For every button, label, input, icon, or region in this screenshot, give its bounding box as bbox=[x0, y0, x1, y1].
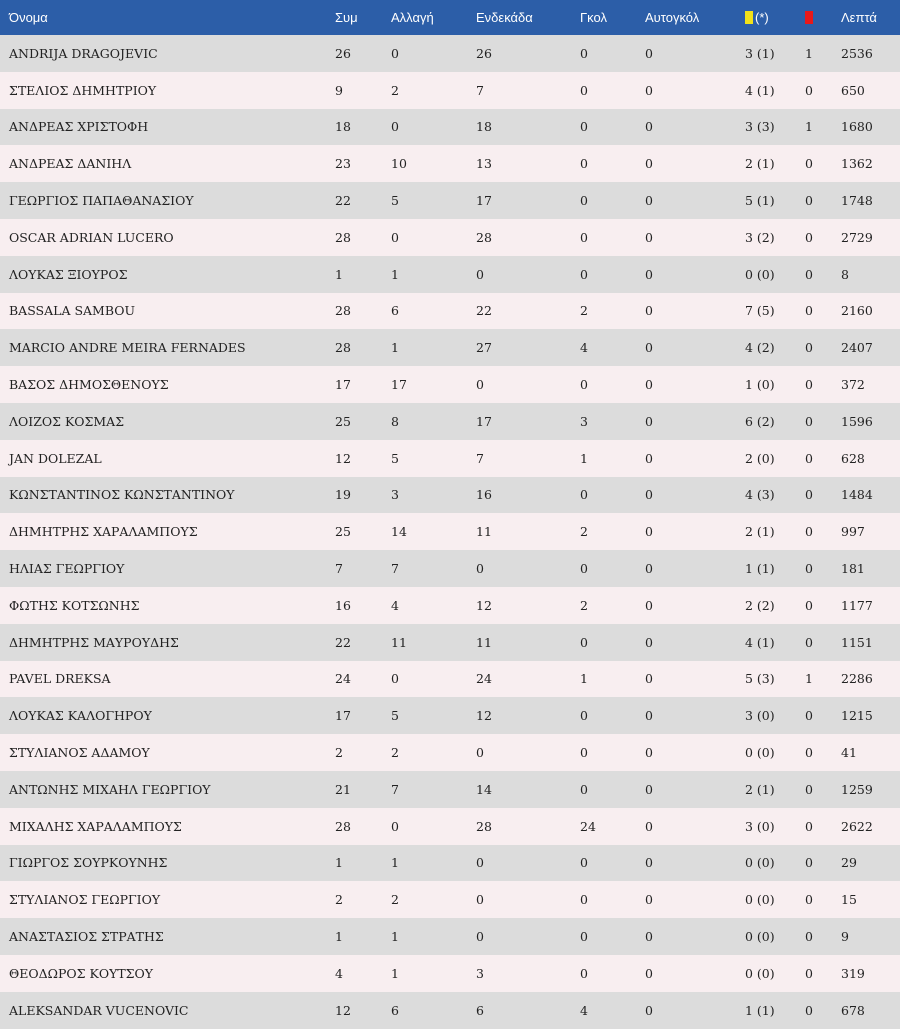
substitute-cell: 1 bbox=[391, 340, 399, 356]
player-name[interactable]: ΗΛΙΑΣ ΓΕΩΡΓΙΟΥ bbox=[9, 561, 125, 577]
red-cards-cell: 0 bbox=[805, 82, 813, 98]
own-goals-cell: 0 bbox=[645, 597, 653, 613]
red-cards-cell: 0 bbox=[805, 597, 813, 613]
header-red-cards[interactable] bbox=[805, 0, 841, 35]
substitute-cell: 7 bbox=[391, 561, 399, 577]
header-yellow-cards[interactable] bbox=[745, 0, 805, 35]
substitute-cell: 5 bbox=[391, 193, 399, 209]
minutes-cell: 2729 bbox=[841, 229, 873, 245]
appearances-cell: 22 bbox=[335, 634, 351, 650]
yellow-cards-cell: 5 (1) bbox=[745, 193, 775, 209]
header-starting[interactable] bbox=[476, 0, 580, 35]
starting-cell: 11 bbox=[476, 524, 492, 540]
goals-cell: 0 bbox=[580, 193, 588, 209]
yellow-cards-cell: 6 (2) bbox=[745, 413, 775, 429]
appearances-cell: 28 bbox=[335, 303, 351, 319]
goals-cell: 0 bbox=[580, 229, 588, 245]
red-cards-cell: 0 bbox=[805, 561, 813, 577]
starting-cell: 7 bbox=[476, 450, 484, 466]
appearances-cell: 4 bbox=[335, 965, 343, 981]
table-row[interactable] bbox=[0, 624, 900, 661]
appearances-cell: 2 bbox=[335, 892, 343, 908]
substitute-cell: 10 bbox=[391, 156, 407, 172]
appearances-cell: 28 bbox=[335, 340, 351, 356]
own-goals-cell: 0 bbox=[645, 156, 653, 172]
player-name[interactable]: PAVEL DREKSA bbox=[9, 671, 111, 687]
table-row[interactable] bbox=[0, 881, 900, 918]
red-cards-cell: 1 bbox=[805, 119, 813, 135]
player-name[interactable]: ΦΩΤΗΣ ΚΟΤΣΩΝΗΣ bbox=[9, 597, 140, 613]
table-row[interactable] bbox=[0, 550, 900, 587]
own-goals-cell: 0 bbox=[645, 855, 653, 871]
appearances-cell: 1 bbox=[335, 929, 343, 945]
header-row bbox=[0, 0, 900, 35]
starting-cell: 16 bbox=[476, 487, 492, 503]
substitute-cell: 0 bbox=[391, 229, 399, 245]
goals-cell: 3 bbox=[580, 413, 588, 429]
red-cards-cell: 0 bbox=[805, 340, 813, 356]
minutes-cell: 15 bbox=[841, 892, 857, 908]
own-goals-cell: 0 bbox=[645, 266, 653, 282]
goals-cell: 2 bbox=[580, 303, 588, 319]
header-yellow-suffix: (*) bbox=[755, 10, 769, 25]
red-cards-cell: 0 bbox=[805, 708, 813, 724]
header-goals[interactable] bbox=[580, 0, 645, 35]
goals-cell: 2 bbox=[580, 524, 588, 540]
player-name[interactable]: ΛΟΙΖΟΣ ΚΟΣΜΑΣ bbox=[9, 413, 125, 429]
own-goals-cell: 0 bbox=[645, 929, 653, 945]
goals-cell: 0 bbox=[580, 965, 588, 981]
own-goals-cell: 0 bbox=[645, 413, 653, 429]
minutes-cell: 372 bbox=[841, 377, 865, 393]
yellow-cards-cell: 0 (0) bbox=[745, 855, 775, 871]
table-row[interactable] bbox=[0, 661, 900, 698]
table-row[interactable] bbox=[0, 918, 900, 955]
substitute-cell: 2 bbox=[391, 892, 399, 908]
starting-cell: 18 bbox=[476, 119, 492, 135]
table-row[interactable] bbox=[0, 403, 900, 440]
yellow-cards-cell: 0 (0) bbox=[745, 965, 775, 981]
player-name[interactable]: ΔΗΜΗΤΡΗΣ ΜΑΥΡΟΥΔΗΣ bbox=[9, 634, 179, 650]
appearances-cell: 17 bbox=[335, 377, 351, 393]
yellow-cards-cell: 1 (1) bbox=[745, 1002, 775, 1018]
own-goals-cell: 0 bbox=[645, 781, 653, 797]
header-appearances[interactable] bbox=[335, 0, 391, 35]
yellow-cards-cell: 7 (5) bbox=[745, 303, 775, 319]
red-cards-cell: 0 bbox=[805, 229, 813, 245]
own-goals-cell: 0 bbox=[645, 45, 653, 61]
yellow-card-icon bbox=[745, 11, 753, 24]
yellow-cards-cell: 0 (0) bbox=[745, 266, 775, 282]
red-cards-cell: 0 bbox=[805, 781, 813, 797]
minutes-cell: 678 bbox=[841, 1002, 865, 1018]
goals-cell: 0 bbox=[580, 82, 588, 98]
yellow-cards-cell: 2 (1) bbox=[745, 781, 775, 797]
substitute-cell: 0 bbox=[391, 119, 399, 135]
substitute-cell: 4 bbox=[391, 597, 399, 613]
starting-cell: 14 bbox=[476, 781, 492, 797]
goals-cell: 0 bbox=[580, 45, 588, 61]
appearances-cell: 24 bbox=[335, 671, 351, 687]
minutes-cell: 29 bbox=[841, 855, 857, 871]
substitute-cell: 5 bbox=[391, 450, 399, 466]
own-goals-cell: 0 bbox=[645, 119, 653, 135]
red-cards-cell: 1 bbox=[805, 45, 813, 61]
own-goals-cell: 0 bbox=[645, 229, 653, 245]
header-goals-label: Γκολ bbox=[580, 10, 607, 25]
appearances-cell: 18 bbox=[335, 119, 351, 135]
starting-cell: 7 bbox=[476, 82, 484, 98]
player-name[interactable]: ΑΝΑΣΤΑΣΙΟΣ ΣΤΡΑΤΗΣ bbox=[9, 929, 164, 945]
red-cards-cell: 0 bbox=[805, 892, 813, 908]
goals-cell: 0 bbox=[580, 929, 588, 945]
red-cards-cell: 0 bbox=[805, 266, 813, 282]
starting-cell: 11 bbox=[476, 634, 492, 650]
starting-cell: 26 bbox=[476, 45, 492, 61]
player-name[interactable]: ΓΙΩΡΓΟΣ ΣΟΥΡΚΟΥΝΗΣ bbox=[9, 855, 168, 871]
own-goals-cell: 0 bbox=[645, 634, 653, 650]
goals-cell: 0 bbox=[580, 892, 588, 908]
goals-cell: 0 bbox=[580, 487, 588, 503]
minutes-cell: 1215 bbox=[841, 708, 873, 724]
starting-cell: 0 bbox=[476, 929, 484, 945]
player-name[interactable]: ΛΟΥΚΑΣ ΞΙΟΥΡΟΣ bbox=[9, 266, 128, 282]
table-row[interactable] bbox=[0, 513, 900, 550]
substitute-cell: 0 bbox=[391, 45, 399, 61]
substitute-cell: 1 bbox=[391, 929, 399, 945]
player-name[interactable]: ΣΤΕΛΙΟΣ ΔΗΜΗΤΡΙΟΥ bbox=[9, 82, 157, 98]
goals-cell: 0 bbox=[580, 634, 588, 650]
player-name[interactable]: ΒΑΣΟΣ ΔΗΜΟΣΘΕΝΟΥΣ bbox=[9, 377, 169, 393]
substitute-cell: 5 bbox=[391, 708, 399, 724]
yellow-cards-cell: 4 (2) bbox=[745, 340, 775, 356]
minutes-cell: 9 bbox=[841, 929, 849, 945]
header-substitute[interactable] bbox=[391, 0, 476, 35]
minutes-cell: 1748 bbox=[841, 193, 873, 209]
table-row[interactable] bbox=[0, 329, 900, 366]
yellow-cards-cell: 3 (1) bbox=[745, 45, 775, 61]
table-row[interactable] bbox=[0, 771, 900, 808]
minutes-cell: 8 bbox=[841, 266, 849, 282]
header-minutes-label: Λεπτά bbox=[841, 10, 877, 25]
yellow-cards-cell: 2 (1) bbox=[745, 524, 775, 540]
yellow-cards-cell: 3 (0) bbox=[745, 708, 775, 724]
red-cards-cell: 1 bbox=[805, 671, 813, 687]
yellow-cards-cell: 3 (3) bbox=[745, 119, 775, 135]
substitute-cell: 1 bbox=[391, 965, 399, 981]
minutes-cell: 1151 bbox=[841, 634, 873, 650]
player-name[interactable]: ΓΕΩΡΓΙΟΣ ΠΑΠΑΘΑΝΑΣΙΟΥ bbox=[9, 193, 194, 209]
yellow-cards-cell: 3 (2) bbox=[745, 229, 775, 245]
red-cards-cell: 0 bbox=[805, 156, 813, 172]
minutes-cell: 2286 bbox=[841, 671, 873, 687]
red-cards-cell: 0 bbox=[805, 818, 813, 834]
red-cards-cell: 0 bbox=[805, 634, 813, 650]
starting-cell: 28 bbox=[476, 818, 492, 834]
own-goals-cell: 0 bbox=[645, 303, 653, 319]
player-name[interactable]: ΜΙΧΑΛΗΣ ΧΑΡΑΛΑΜΠΟΥΣ bbox=[9, 818, 182, 834]
header-substitute-label: Αλλαγή bbox=[391, 10, 434, 25]
starting-cell: 0 bbox=[476, 855, 484, 871]
header-own-goals[interactable] bbox=[645, 0, 745, 35]
yellow-cards-cell: 0 (0) bbox=[745, 745, 775, 761]
appearances-cell: 1 bbox=[335, 855, 343, 871]
table-row[interactable] bbox=[0, 955, 900, 992]
table-row[interactable] bbox=[0, 366, 900, 403]
table-row[interactable] bbox=[0, 35, 900, 72]
substitute-cell: 14 bbox=[391, 524, 407, 540]
table-row[interactable] bbox=[0, 219, 900, 256]
player-name[interactable]: ΘΕΟΔΩΡΟΣ ΚΟΥΤΣΟΥ bbox=[9, 965, 153, 981]
player-name[interactable]: ΛΟΥΚΑΣ ΚΑΛΟΓΗΡΟΥ bbox=[9, 708, 152, 724]
starting-cell: 0 bbox=[476, 892, 484, 908]
appearances-cell: 25 bbox=[335, 413, 351, 429]
red-cards-cell: 0 bbox=[805, 377, 813, 393]
own-goals-cell: 0 bbox=[645, 82, 653, 98]
yellow-cards-cell: 4 (1) bbox=[745, 82, 775, 98]
player-name[interactable]: OSCAR ADRIAN LUCERO bbox=[9, 229, 174, 245]
goals-cell: 0 bbox=[580, 119, 588, 135]
player-name[interactable]: ΑΝΔΡΕΑΣ ΔΑΝΙΗΛ bbox=[9, 156, 132, 172]
minutes-cell: 181 bbox=[841, 561, 865, 577]
goals-cell: 1 bbox=[580, 671, 588, 687]
table-row[interactable] bbox=[0, 808, 900, 845]
substitute-cell: 3 bbox=[391, 487, 399, 503]
substitute-cell: 0 bbox=[391, 818, 399, 834]
player-name[interactable]: JAN DOLEZAL bbox=[9, 450, 102, 466]
player-name[interactable]: ΚΩΝΣΤΑΝΤΙΝΟΣ ΚΩΝΣΤΑΝΤΙΝΟΥ bbox=[9, 487, 235, 503]
substitute-cell: 6 bbox=[391, 303, 399, 319]
goals-cell: 1 bbox=[580, 450, 588, 466]
red-cards-cell: 0 bbox=[805, 413, 813, 429]
red-cards-cell: 0 bbox=[805, 965, 813, 981]
appearances-cell: 12 bbox=[335, 450, 351, 466]
table-row[interactable] bbox=[0, 72, 900, 109]
substitute-cell: 2 bbox=[391, 82, 399, 98]
starting-cell: 12 bbox=[476, 597, 492, 613]
table-row[interactable] bbox=[0, 440, 900, 477]
minutes-cell: 997 bbox=[841, 524, 865, 540]
minutes-cell: 2407 bbox=[841, 340, 873, 356]
appearances-cell: 17 bbox=[335, 708, 351, 724]
player-name[interactable]: ΣΤΥΛΙΑΝΟΣ ΑΔΑΜΟΥ bbox=[9, 745, 150, 761]
own-goals-cell: 0 bbox=[645, 892, 653, 908]
own-goals-cell: 0 bbox=[645, 745, 653, 761]
red-cards-cell: 0 bbox=[805, 929, 813, 945]
minutes-cell: 2536 bbox=[841, 45, 873, 61]
starting-cell: 0 bbox=[476, 266, 484, 282]
appearances-cell: 23 bbox=[335, 156, 351, 172]
yellow-cards-cell: 0 (0) bbox=[745, 892, 775, 908]
player-name[interactable]: BASSALA SAMBOU bbox=[9, 303, 136, 319]
own-goals-cell: 0 bbox=[645, 487, 653, 503]
appearances-cell: 22 bbox=[335, 193, 351, 209]
substitute-cell: 17 bbox=[391, 377, 407, 393]
goals-cell: 0 bbox=[580, 561, 588, 577]
table-row[interactable] bbox=[0, 145, 900, 182]
starting-cell: 22 bbox=[476, 303, 492, 319]
substitute-cell: 11 bbox=[391, 634, 407, 650]
goals-cell: 4 bbox=[580, 340, 588, 356]
starting-cell: 0 bbox=[476, 745, 484, 761]
red-cards-cell: 0 bbox=[805, 303, 813, 319]
goals-cell: 0 bbox=[580, 708, 588, 724]
appearances-cell: 12 bbox=[335, 1002, 351, 1018]
starting-cell: 17 bbox=[476, 193, 492, 209]
minutes-cell: 2622 bbox=[841, 818, 873, 834]
player-name[interactable]: ANDRIJA DRAGOJEVIC bbox=[9, 45, 158, 61]
appearances-cell: 1 bbox=[335, 266, 343, 282]
yellow-cards-cell: 0 (0) bbox=[745, 929, 775, 945]
yellow-cards-cell: 4 (1) bbox=[745, 634, 775, 650]
minutes-cell: 650 bbox=[841, 82, 865, 98]
header-minutes[interactable] bbox=[841, 0, 900, 35]
red-card-icon bbox=[805, 11, 813, 24]
substitute-cell: 2 bbox=[391, 745, 399, 761]
minutes-cell: 41 bbox=[841, 745, 857, 761]
substitute-cell: 1 bbox=[391, 266, 399, 282]
own-goals-cell: 0 bbox=[645, 561, 653, 577]
yellow-cards-cell: 3 (0) bbox=[745, 818, 775, 834]
header-appearances-label: Συμ bbox=[335, 10, 358, 25]
goals-cell: 0 bbox=[580, 781, 588, 797]
starting-cell: 13 bbox=[476, 156, 492, 172]
yellow-cards-cell: 4 (3) bbox=[745, 487, 775, 503]
table-row[interactable] bbox=[0, 734, 900, 771]
goals-cell: 4 bbox=[580, 1002, 588, 1018]
goals-cell: 0 bbox=[580, 377, 588, 393]
header-name[interactable] bbox=[0, 0, 335, 35]
starting-cell: 0 bbox=[476, 377, 484, 393]
goals-cell: 0 bbox=[580, 266, 588, 282]
table-row[interactable] bbox=[0, 293, 900, 330]
starting-cell: 28 bbox=[476, 229, 492, 245]
minutes-cell: 1362 bbox=[841, 156, 873, 172]
player-name[interactable]: MARCIO ANDRE MEIRA FERNADES bbox=[9, 340, 246, 356]
red-cards-cell: 0 bbox=[805, 487, 813, 503]
yellow-cards-cell: 2 (0) bbox=[745, 450, 775, 466]
red-cards-cell: 0 bbox=[805, 1002, 813, 1018]
starting-cell: 3 bbox=[476, 965, 484, 981]
table-header bbox=[0, 0, 900, 35]
red-cards-cell: 0 bbox=[805, 524, 813, 540]
player-name[interactable]: ΣΤΥΛΙΑΝΟΣ ΓΕΩΡΓΙΟΥ bbox=[9, 892, 161, 908]
starting-cell: 17 bbox=[476, 413, 492, 429]
own-goals-cell: 0 bbox=[645, 450, 653, 466]
table-row[interactable] bbox=[0, 697, 900, 734]
table-row[interactable] bbox=[0, 256, 900, 293]
appearances-cell: 25 bbox=[335, 524, 351, 540]
substitute-cell: 7 bbox=[391, 781, 399, 797]
red-cards-cell: 0 bbox=[805, 193, 813, 209]
yellow-cards-cell: 2 (2) bbox=[745, 597, 775, 613]
starting-cell: 24 bbox=[476, 671, 492, 687]
goals-cell: 2 bbox=[580, 597, 588, 613]
minutes-cell: 628 bbox=[841, 450, 865, 466]
starting-cell: 6 bbox=[476, 1002, 484, 1018]
appearances-cell: 28 bbox=[335, 818, 351, 834]
appearances-cell: 21 bbox=[335, 781, 351, 797]
table-row[interactable] bbox=[0, 845, 900, 882]
header-name-label: Όνομα bbox=[9, 10, 48, 25]
own-goals-cell: 0 bbox=[645, 671, 653, 687]
red-cards-cell: 0 bbox=[805, 745, 813, 761]
appearances-cell: 2 bbox=[335, 745, 343, 761]
starting-cell: 0 bbox=[476, 561, 484, 577]
header-starting-label: Ενδεκάδα bbox=[476, 10, 533, 25]
own-goals-cell: 0 bbox=[645, 1002, 653, 1018]
minutes-cell: 1596 bbox=[841, 413, 873, 429]
table-row[interactable] bbox=[0, 109, 900, 146]
appearances-cell: 7 bbox=[335, 561, 343, 577]
yellow-cards-cell: 2 (1) bbox=[745, 156, 775, 172]
starting-cell: 12 bbox=[476, 708, 492, 724]
yellow-cards-cell: 5 (3) bbox=[745, 671, 775, 687]
goals-cell: 0 bbox=[580, 855, 588, 871]
player-name[interactable]: ΑΝΔΡΕΑΣ ΧΡΙΣΤΟΦΗ bbox=[9, 119, 149, 135]
own-goals-cell: 0 bbox=[645, 524, 653, 540]
red-cards-cell: 0 bbox=[805, 450, 813, 466]
own-goals-cell: 0 bbox=[645, 965, 653, 981]
goals-cell: 0 bbox=[580, 156, 588, 172]
minutes-cell: 1259 bbox=[841, 781, 873, 797]
table-row[interactable] bbox=[0, 587, 900, 624]
own-goals-cell: 0 bbox=[645, 377, 653, 393]
player-name[interactable]: ΔΗΜΗΤΡΗΣ ΧΑΡΑΛΑΜΠΟΥΣ bbox=[9, 524, 198, 540]
goals-cell: 24 bbox=[580, 818, 596, 834]
table-row[interactable] bbox=[0, 182, 900, 219]
minutes-cell: 1177 bbox=[841, 597, 873, 613]
minutes-cell: 1484 bbox=[841, 487, 873, 503]
own-goals-cell: 0 bbox=[645, 818, 653, 834]
substitute-cell: 1 bbox=[391, 855, 399, 871]
appearances-cell: 28 bbox=[335, 229, 351, 245]
player-name[interactable]: ALEKSANDAR VUCENOVIC bbox=[9, 1002, 189, 1018]
substitute-cell: 8 bbox=[391, 413, 399, 429]
minutes-cell: 319 bbox=[841, 965, 865, 981]
appearances-cell: 19 bbox=[335, 487, 351, 503]
own-goals-cell: 0 bbox=[645, 708, 653, 724]
red-cards-cell: 0 bbox=[805, 855, 813, 871]
yellow-cards-cell: 1 (1) bbox=[745, 561, 775, 577]
table-row[interactable] bbox=[0, 992, 900, 1029]
minutes-cell: 1680 bbox=[841, 119, 873, 135]
own-goals-cell: 0 bbox=[645, 340, 653, 356]
appearances-cell: 26 bbox=[335, 45, 351, 61]
header-own-goals-label: Αυτογκόλ bbox=[645, 10, 700, 25]
yellow-cards-cell: 1 (0) bbox=[745, 377, 775, 393]
appearances-cell: 9 bbox=[335, 82, 343, 98]
minutes-cell: 2160 bbox=[841, 303, 873, 319]
goals-cell: 0 bbox=[580, 745, 588, 761]
substitute-cell: 0 bbox=[391, 671, 399, 687]
table-body bbox=[0, 35, 900, 1029]
own-goals-cell: 0 bbox=[645, 193, 653, 209]
player-name[interactable]: ΑΝΤΩΝΗΣ ΜΙΧΑΗΛ ΓΕΩΡΓΙΟΥ bbox=[9, 781, 211, 797]
starting-cell: 27 bbox=[476, 340, 492, 356]
substitute-cell: 6 bbox=[391, 1002, 399, 1018]
table-row[interactable] bbox=[0, 477, 900, 514]
appearances-cell: 16 bbox=[335, 597, 351, 613]
